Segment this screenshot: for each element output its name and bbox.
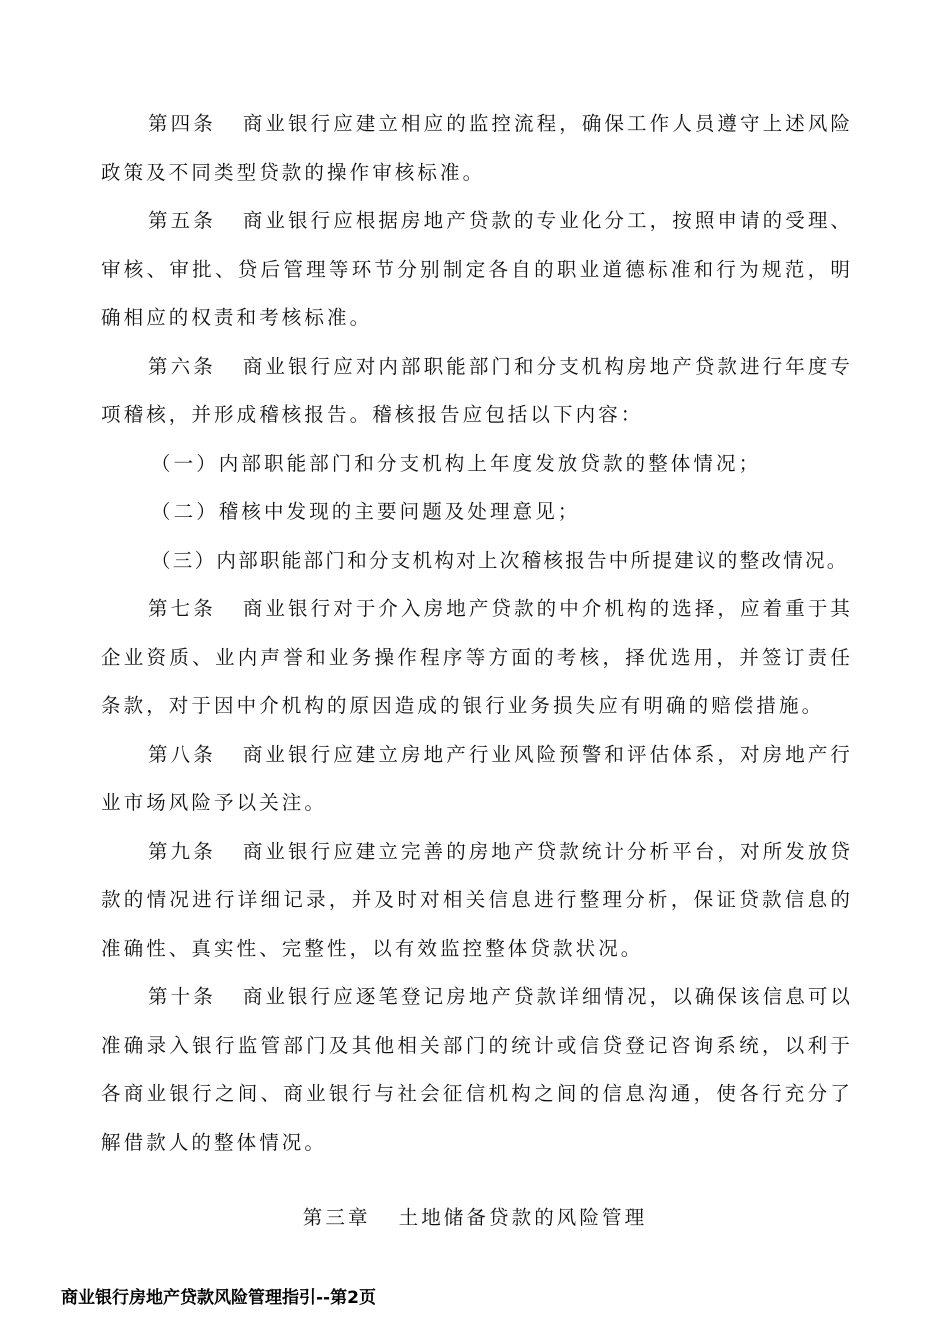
article-text: 商业银行应对内部职能部门和分支机构房地产贷款进行年度专项稽核，并形成稽核报告。稽核报告应包括以下内容： bbox=[101, 354, 854, 426]
article-label: 第六条 bbox=[148, 354, 216, 378]
article-label: 第七条 bbox=[148, 597, 216, 620]
list-item-2: （二）稽核中发现的主要问题及处理意见； bbox=[151, 500, 581, 523]
page-footer: 商业银行房地产贷款风险管理指引--第2页 bbox=[61, 1288, 376, 1308]
article-label: 第九条 bbox=[148, 839, 216, 863]
chapter-number: 第三章 bbox=[302, 1206, 371, 1229]
article-text: 商业银行应建立相应的监控流程，确保工作人员遵守上述风险政策及不同类型贷款的操作审核标准。 bbox=[101, 112, 854, 184]
article-9 bbox=[101, 828, 853, 974]
article-text: 商业银行应根据房地产贷款的专业化分工，按照申请的受理、审核、审批、贷后管理等环节分别制定各自的职业道德标准和行为规范，明确相应的权责和考核标准。 bbox=[101, 209, 854, 329]
article-10 bbox=[101, 973, 853, 1167]
article-label: 第十条 bbox=[148, 985, 216, 1008]
article-label: 第八条 bbox=[148, 742, 216, 766]
article-6 bbox=[101, 343, 853, 440]
list-item-3: （三）内部职能部门和分支机构对上次稽核报告中所提建议的整改情况。 bbox=[151, 548, 849, 572]
article-text: 商业银行对于介入房地产贷款的中介机构的选择，应着重于其企业资质、业内声誉和业务操作程序等方面的考核，择优选用，并签订责任条款，对于因中介机构的原因造成的银行业务损失应有明确的赔偿措施。 bbox=[101, 597, 854, 717]
article-text: 商业银行应建立房地产行业风险预警和评估体系，对房地产行业市场风险予以关注。 bbox=[101, 742, 854, 814]
article-label: 第四条 bbox=[148, 112, 216, 135]
article-8 bbox=[101, 731, 853, 828]
list-item-1: （一）内部职能部门和分支机构上年度发放贷款的整体情况； bbox=[151, 451, 762, 475]
article-text: 商业银行应建立完善的房地产贷款统计分析平台，对所发放贷款的情况进行详细记录，并及时对相关信息进行整理分析，保证贷款信息的准确性、真实性、完整性，以有效监控整体贷款状况。 bbox=[101, 839, 854, 960]
article-7 bbox=[101, 585, 853, 731]
chapter-title: 土地储备贷款的风险管理 bbox=[398, 1206, 648, 1229]
article-text: 商业银行应逐笔登记房地产贷款详细情况，以确保该信息可以准确录入银行监管部门及其他相关部门的统计或信贷登记咨询系统，以利于各商业银行之间、商业银行与社会征信机构之间的信息沟通，使各行充分了解借款人的整体情况。 bbox=[101, 985, 854, 1154]
document-body bbox=[101, 100, 853, 1167]
chapter-heading bbox=[0, 1198, 950, 1238]
article-5 bbox=[101, 197, 853, 343]
article-4 bbox=[101, 100, 853, 197]
article-label: 第五条 bbox=[148, 209, 216, 232]
